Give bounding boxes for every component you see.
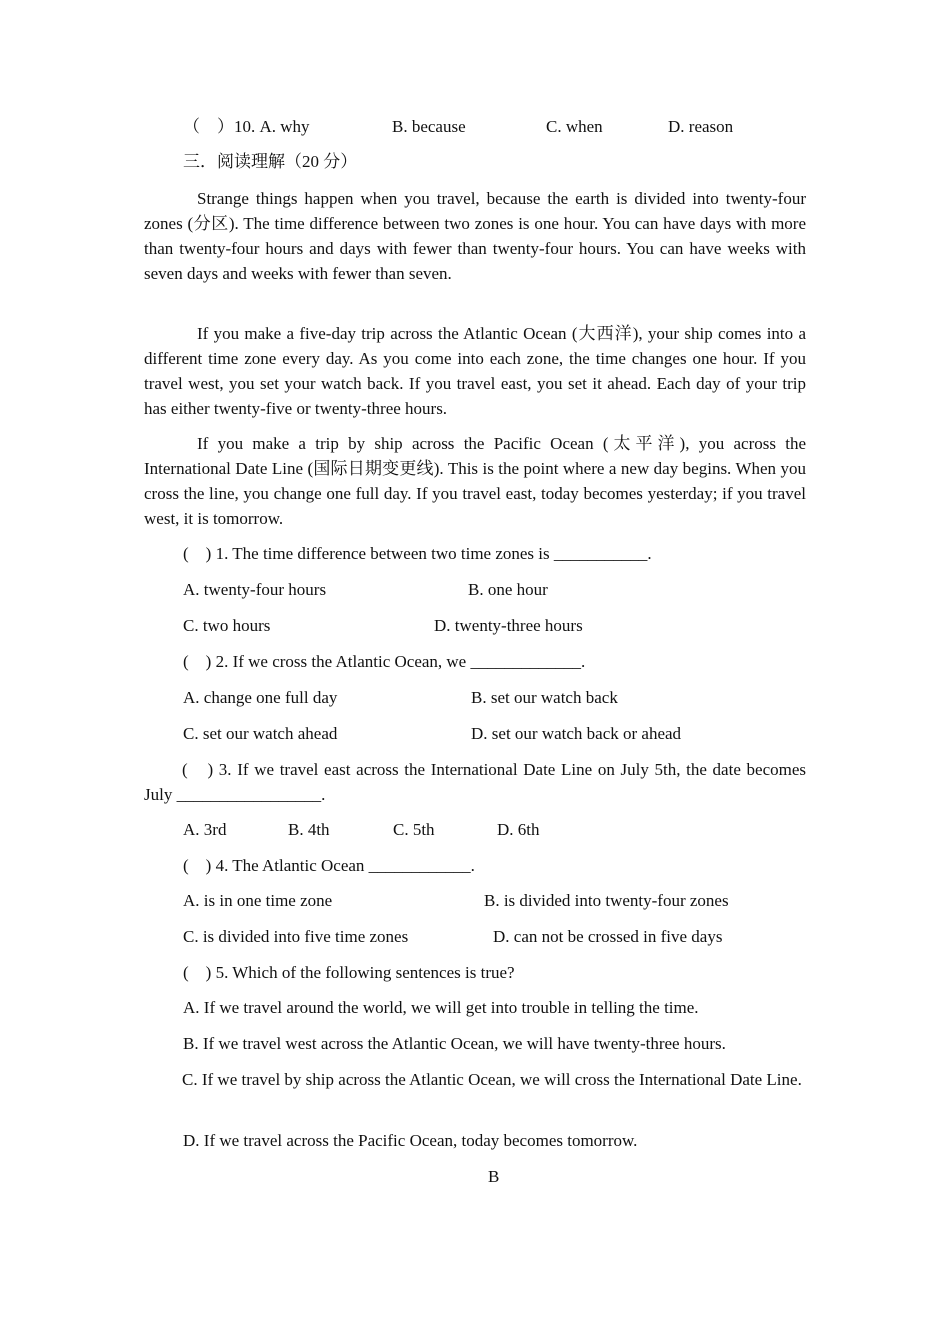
question-3-option-d: D. 6th bbox=[497, 820, 540, 839]
q10-number-option-a: （ ）10. A. why bbox=[183, 117, 310, 136]
q10-option-b: B. because bbox=[392, 117, 466, 136]
question-1-option-a: A. twenty-four hours bbox=[183, 580, 327, 599]
question-5-option-c: C. If we travel by ship across the Atlantic Ocean, we will cross the International Date Line. bbox=[182, 1070, 802, 1089]
question-2-option-b: B. set our watch back bbox=[471, 688, 618, 707]
question-2-stem: ( ) 2. If we cross the Atlantic Ocean, we _____________. bbox=[183, 652, 586, 671]
question-5-option-b: B. If we travel west across the Atlantic Ocean, we will have twenty-three hours. bbox=[183, 1034, 726, 1053]
passage-paragraph-2: If you make a five-day trip across the Atlantic Ocean (大西洋), your ship comes into a different time zone every day. As you come into each zone, the time changes one hour. If you travel west, you set your watch back. If you travel east, you set it ahead. Each day of your trip has either twenty-five or twenty-three hours. bbox=[144, 324, 806, 418]
question-1-option-c: C. two hours bbox=[183, 616, 271, 635]
question-2-option-c: C. set our watch ahead bbox=[183, 724, 338, 743]
section-b-label: B bbox=[488, 1167, 500, 1186]
question-3-option-c: C. 5th bbox=[393, 820, 435, 839]
question-4-stem: ( ) 4. The Atlantic Ocean ____________. bbox=[183, 856, 475, 875]
question-1-stem: ( ) 1. The time difference between two time zones is ___________. bbox=[183, 544, 652, 563]
question-1-option-d: D. twenty-three hours bbox=[434, 616, 583, 635]
question-3-option-a: A. 3rd bbox=[183, 820, 227, 839]
question-5-option-d: D. If we travel across the Pacific Ocean, today becomes tomorrow. bbox=[183, 1131, 638, 1150]
question-2-option-a: A. change one full day bbox=[183, 688, 338, 707]
question-2-option-d: D. set our watch back or ahead bbox=[471, 724, 682, 743]
q10-option-c: C. when bbox=[546, 117, 603, 136]
passage-paragraph-3: If you make a trip by ship across the Pacific Ocean (太平洋), you across the International Date Line (国际日期变更线). This is the point where a new day begins. When you cross the line, you change one full day. If you travel east, today becomes yesterday; if you travel west, it is tomorrow. bbox=[144, 434, 806, 528]
question-5-stem: ( ) 5. Which of the following sentences is true? bbox=[183, 963, 515, 982]
passage-paragraph-1: Strange things happen when you travel, because the earth is divided into twenty-four zones (分区). The time difference between two zones is one hour. You can have days with more than twenty-four hours and days with fewer than twenty-four hours. You can have weeks with seven days and weeks with fewer than seven. bbox=[144, 189, 806, 283]
q10-option-d: D. reason bbox=[668, 117, 734, 136]
question-4-option-a: A. is in one time zone bbox=[183, 891, 333, 910]
question-3-stem: ( ) 3. If we travel east across the International Date Line on July 5th, the date becomes July _________________. bbox=[144, 760, 806, 804]
question-4-option-d: D. can not be crossed in five days bbox=[493, 927, 723, 946]
question-4-option-c: C. is divided into five time zones bbox=[183, 927, 409, 946]
question-4-option-b: B. is divided into twenty-four zones bbox=[484, 891, 729, 910]
section-title: 三．阅读理解（20 分） bbox=[183, 152, 358, 171]
question-1-option-b: B. one hour bbox=[468, 580, 548, 599]
question-5-option-a: A. If we travel around the world, we will get into trouble in telling the time. bbox=[183, 998, 699, 1017]
question-3-option-b: B. 4th bbox=[288, 820, 330, 839]
